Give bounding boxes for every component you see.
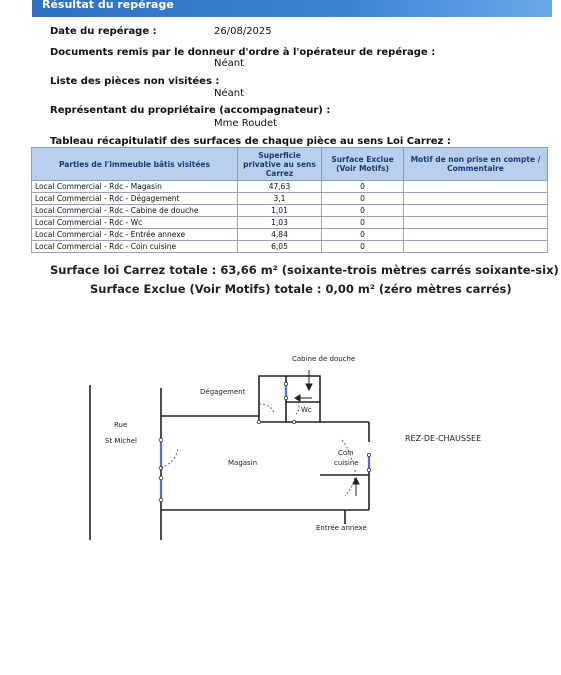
cell-exclue: 0 xyxy=(322,193,404,205)
date-label: Date du repérage : xyxy=(50,26,157,37)
section-title: Résultat du repérage xyxy=(42,0,174,11)
cell-superficie: 1,03 xyxy=(238,217,322,229)
cell-exclue: 0 xyxy=(322,217,404,229)
cell-superficie: 1,01 xyxy=(238,205,322,217)
total-carrez: Surface loi Carrez totale : 63,66 m² (soixante-trois mètres carrés soixante-six) xyxy=(50,263,559,277)
door-markers xyxy=(161,384,369,500)
documents-value: Néant xyxy=(214,58,245,69)
label-niveau: REZ-DE-CHAUSSEE xyxy=(405,434,482,443)
date-value: 26/08/2025 xyxy=(214,26,272,37)
label-cabine: Cabine de douche xyxy=(292,355,356,363)
cell-piece: Local Commercial - Rdc - Cabine de douche xyxy=(32,205,238,217)
label-coin-1: Coin xyxy=(338,449,354,457)
plan-walls xyxy=(90,376,369,540)
header-parties: Parties de l'immeuble bâtis visitées xyxy=(32,148,238,181)
cell-superficie: 47,63 xyxy=(238,181,322,193)
representant-label: Représentant du propriétaire (accompagnateur) : xyxy=(50,105,331,116)
label-degagement: Dégagement xyxy=(200,388,246,396)
cell-exclue: 0 xyxy=(322,241,404,253)
cell-piece: Local Commercial - Rdc - Magasin xyxy=(32,181,238,193)
header-exclue: Surface Exclue (Voir Motifs) xyxy=(322,148,404,181)
plan-arrows xyxy=(295,370,359,496)
documents-label: Documents remis par le donneur d'ordre à l'opérateur de repérage : xyxy=(50,47,436,58)
cell-piece: Local Commercial - Rdc - Entrée annexe xyxy=(32,229,238,241)
label-magasin: Magasin xyxy=(228,459,258,467)
representant-value: Mme Roudet xyxy=(214,118,278,129)
cell-superficie: 4,84 xyxy=(238,229,322,241)
label-wc: Wc xyxy=(301,406,312,414)
door-hinges xyxy=(159,382,370,501)
cell-exclue: 0 xyxy=(322,205,404,217)
cell-piece: Local Commercial - Rdc - Coin cuisine xyxy=(32,241,238,253)
label-rue-1: Rue xyxy=(114,421,128,429)
cell-superficie: 3,1 xyxy=(238,193,322,205)
door-swings xyxy=(161,398,355,496)
total-exclue: Surface Exclue (Voir Motifs) totale : 0,00 m² (zéro mètres carrés) xyxy=(90,282,512,296)
header-superficie: Superficie privative au sens Carrez xyxy=(238,148,322,181)
table-title: Tableau récapitulatif des surfaces de chaque pièce au sens Loi Carrez : xyxy=(50,136,451,147)
cell-piece: Local Commercial - Rdc - Wc xyxy=(32,217,238,229)
cell-exclue: 0 xyxy=(322,229,404,241)
label-entree: Entrée annexe xyxy=(316,524,367,532)
pieces-value: Néant xyxy=(214,88,245,99)
cell-superficie: 6,05 xyxy=(238,241,322,253)
cell-piece: Local Commercial - Rdc - Dégagement xyxy=(32,193,238,205)
pieces-label: Liste des pièces non visitées : xyxy=(50,76,220,87)
label-rue-2: St Michel xyxy=(105,437,137,445)
label-coin-2: cuisine xyxy=(334,459,359,467)
header-motif: Motif de non prise en compte / Commentaire xyxy=(404,148,548,181)
cell-exclue: 0 xyxy=(322,181,404,193)
